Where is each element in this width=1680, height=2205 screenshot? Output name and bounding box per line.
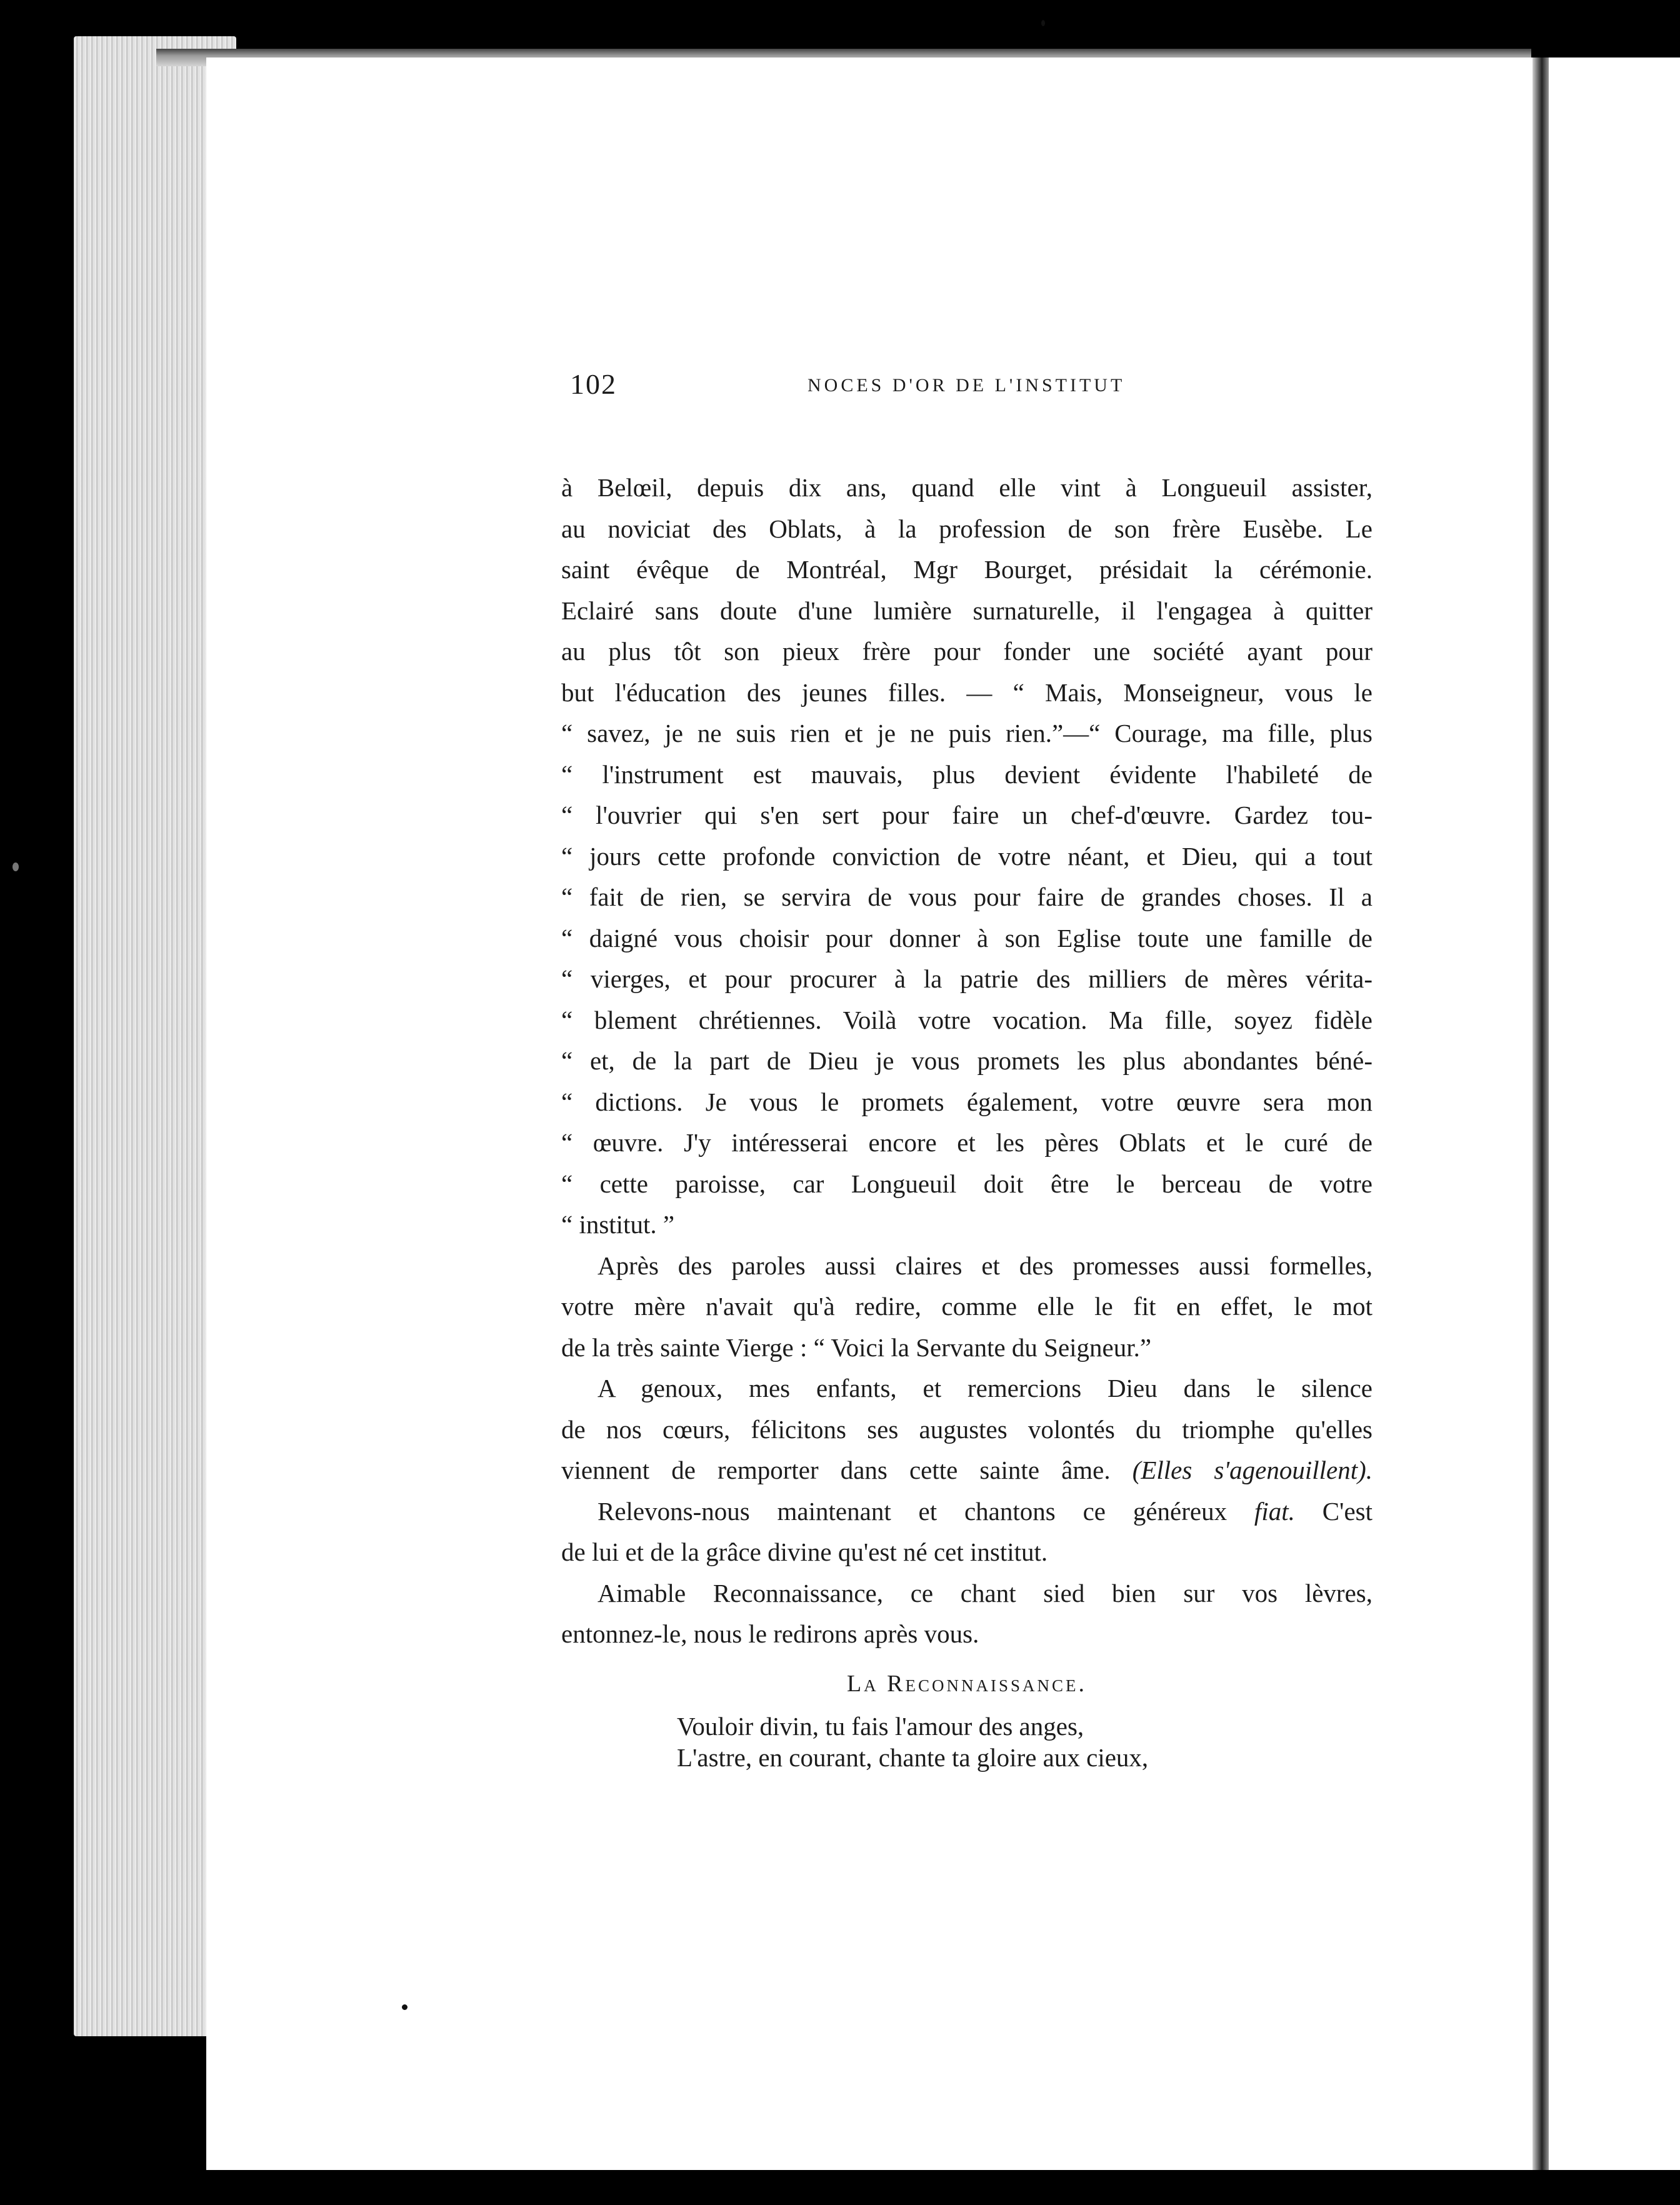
verse-line: L'astre, en courant, chante ta gloire aux cieux, (677, 1743, 1149, 1772)
paragraph-1 (561, 468, 1372, 1246)
verse (561, 1711, 1372, 1773)
text-line: “ et, de la part de Dieu je vous promets les plus abondantes béné- (561, 1046, 1372, 1075)
text-line: “ l'instrument est mauvais, plus devient évidente l'habileté de (561, 759, 1372, 789)
paragraph-5 (561, 1573, 1372, 1655)
text-line: entonnez-le, nous le redirons après vous. (561, 1619, 979, 1648)
scan-speck (402, 2004, 408, 2010)
text-span: viennent de remporter dans cette sainte âme. (561, 1456, 1132, 1484)
running-title: NOCES D'OR DE L'INSTITUT (808, 375, 1126, 396)
text-line: A genoux, mes enfants, et remercions Dieu dans le silence (598, 1374, 1372, 1402)
verse-line: Vouloir divin, tu fais l'amour des anges, (677, 1712, 1084, 1741)
page-header (570, 362, 1376, 412)
text-line: de nos cœurs, félicitons ses augustes volontés du triomphe qu'elles (561, 1414, 1372, 1444)
scan-speck (1041, 20, 1045, 26)
text-line: “ dictions. Je vous le promets également, votre œuvre sera mon (561, 1087, 1372, 1116)
text-line: Aimable Reconnaissance, ce chant sied bien sur vos lèvres, (598, 1578, 1372, 1608)
text-line: de lui et de la grâce divine qu'est né cet institut. (561, 1538, 1048, 1566)
text-span: C'est (1294, 1496, 1372, 1526)
text-line: “ œuvre. J'y intéresserai encore et les pères Oblats et le curé de (561, 1128, 1372, 1157)
text-line: à Belœil, depuis dix ans, quand elle vint à Longueuil assister, (561, 473, 1372, 502)
text-line: saint évêque de Montréal, Mgr Bourget, présidait la cérémonie. (561, 555, 1372, 584)
text-line: “ vierges, et pour procurer à la patrie des milliers de mères vérita- (561, 964, 1372, 993)
text-line (561, 1450, 1372, 1491)
text-line (561, 1491, 1372, 1532)
text-line: “ l'ouvrier qui s'en sert pour faire un chef-d'œuvre. Gardez tou- (561, 801, 1372, 829)
text-line: de la très sainte Vierge : “ Voici la Servante du Seigneur.” (561, 1332, 1152, 1362)
stage-direction: (Elles s'agenouillent). (1132, 1456, 1372, 1484)
text-line: “ savez, je ne suis rien et je ne puis rien.”—“ Courage, ma fille, plus (561, 719, 1372, 748)
section-title: La Reconnaissance. (846, 1670, 1088, 1697)
text-line: “ jours cette profonde conviction de votre néant, et Dieu, qui a tout (561, 841, 1372, 871)
paragraph-2 (561, 1246, 1372, 1369)
text-line: au plus tôt son pieux frère pour fonder une société ayant pour (561, 637, 1372, 666)
text-line: “ fait de rien, se servira de vous pour faire de grandes choses. Il a (561, 882, 1372, 911)
text-line: au noviciat des Oblats, à la profession de son frère Eusèbe. Le (561, 514, 1372, 543)
body-text (561, 468, 1372, 1773)
text-span: Relevons-nous maintenant et chantons ce généreux (598, 1496, 1254, 1526)
text-line: votre mère n'avait qu'à redire, comme elle le fit en effet, le mot (561, 1292, 1372, 1321)
text-line: “ cette paroisse, car Longueuil doit être le berceau de votre (561, 1169, 1372, 1198)
text-line: Après des paroles aussi claires et des promesses aussi formelles, (598, 1251, 1372, 1280)
page-number: 102 (570, 368, 617, 400)
text-line: “ daigné vous choisir pour donner à son Eglise toute une famille de (561, 923, 1372, 952)
text-line: “ institut. ” (561, 1210, 675, 1239)
facing-page-edge (1549, 58, 1680, 2170)
paragraph-4 (561, 1491, 1372, 1573)
text-line: “ blement chrétiennes. Voilà votre vocation. Ma fille, soyez fidèle (561, 1005, 1372, 1034)
paragraph-3 (561, 1368, 1372, 1491)
scan-speck (12, 862, 19, 871)
text-line: Eclairé sans doute d'une lumière surnaturelle, il l'engagea à quitter (561, 596, 1372, 625)
text-line: but l'éducation des jeunes filles. — “ Mais, Monseigneur, vous le (561, 678, 1372, 707)
italic-word: fiat. (1254, 1496, 1295, 1526)
